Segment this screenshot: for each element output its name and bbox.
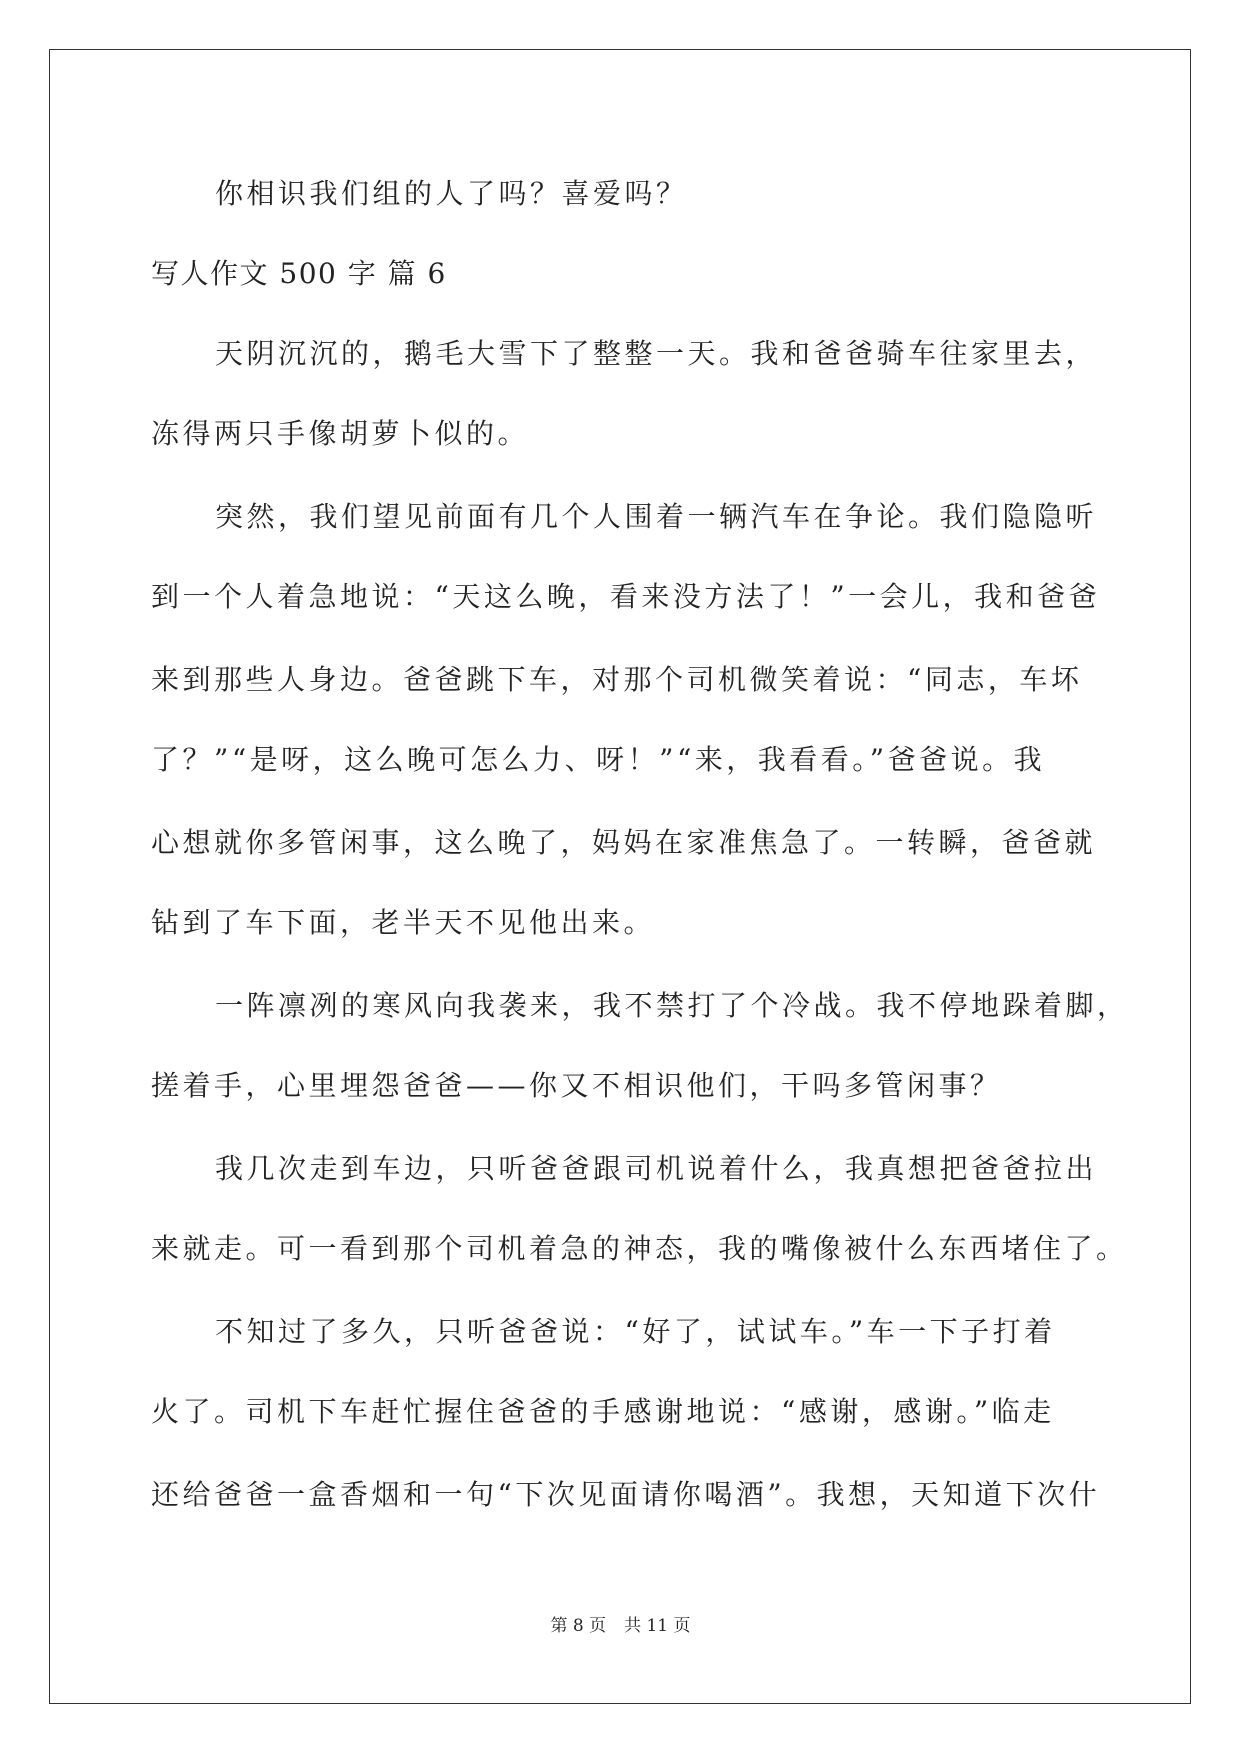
paragraph-line: 一阵凛冽的寒风向我袭来，我不禁打了个冷战。我不停地跺着脚， bbox=[215, 989, 1129, 1022]
paragraph-line: 突然，我们望见前面有几个人围着一辆汽车在争论。我们隐隐听 bbox=[215, 500, 1098, 533]
paragraph-line: 我几次走到车边，只听爸爸跟司机说着什么，我真想把爸爸拉出 bbox=[215, 1152, 1098, 1185]
page-footer bbox=[0, 1614, 1241, 1638]
paragraph-line: 搓着手，心里埋怨爸爸——你又不相识他们，干吗多管闲事？ bbox=[151, 1069, 1002, 1102]
paragraph-line: 火了。司机下车赶忙握住爸爸的手感谢地说：“感谢，感谢。”临走 bbox=[151, 1395, 1055, 1428]
page-border bbox=[49, 49, 1191, 1704]
paragraph-line: 不知过了多久，只听爸爸说：“好了，试试车。”车一下子打着 bbox=[215, 1315, 1056, 1348]
paragraph-line: 冻得两只手像胡萝卜似的。 bbox=[151, 417, 530, 450]
section-heading: 写人作文 500 字 篇 6 bbox=[151, 257, 447, 290]
paragraph-line: 了？”“是呀，这么晚可怎么力、呀！”“来，我看看。”爸爸说。我 bbox=[151, 743, 1046, 776]
paragraph-line: 天阴沉沉的，鹅毛大雪下了整整一天。我和爸爸骑车往家里去， bbox=[215, 337, 1098, 370]
paragraph-line: 还给爸爸一盒香烟和一句“下次见面请你喝酒”。我想，天知道下次什 bbox=[151, 1478, 1101, 1511]
current-page-number: 第 8 页 bbox=[550, 1616, 607, 1636]
paragraph-line: 你相识我们组的人了吗？喜爱吗？ bbox=[215, 177, 688, 210]
paragraph-line: 到一个人着急地说：“天这么晚，看来没方法了！”一会儿，我和爸爸 bbox=[151, 580, 1101, 613]
paragraph-line: 钻到了车下面，老半天不见他出来。 bbox=[151, 906, 656, 939]
paragraph-line: 来到那些人身边。爸爸跳下车，对那个司机微笑着说：“同志，车坏 bbox=[151, 663, 1083, 696]
paragraph-line: 来就走。可一看到那个司机着急的神态，我的嘴像被什么东西堵住了。 bbox=[151, 1232, 1128, 1265]
total-page-count: 共 11 页 bbox=[624, 1616, 691, 1636]
paragraph-line: 心想就你多管闲事，这么晚了，妈妈在家准焦急了。一转瞬，爸爸就 bbox=[151, 826, 1097, 859]
